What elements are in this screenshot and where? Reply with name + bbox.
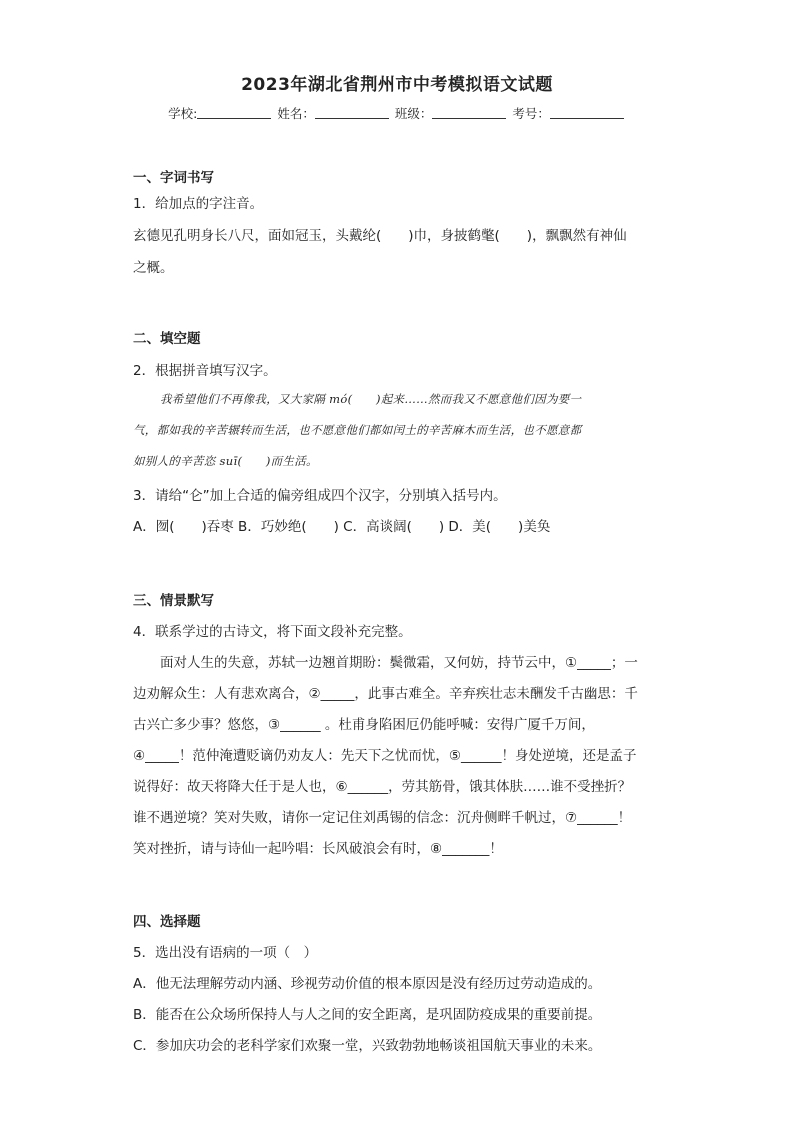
exam-no-label: 考号：	[512, 106, 550, 121]
question-4-passage-line: 古兴亡多少事？悠悠，③______ 。杜甫身陷困厄仍能呼喊：安得广厦千万间，	[133, 717, 595, 733]
question-4-passage-line: 谁不遇逆境？笑对失败，请你一定记住刘禹锡的信念：沉舟侧畔千帆过，⑦______！	[133, 810, 632, 826]
name-blank	[315, 106, 389, 119]
question-4-passage-line: 笑对挫折，请与诗仙一起吟唱：长风破浪会有时，⑧_______！	[133, 841, 503, 857]
section-heading: 二、填空题	[133, 331, 201, 347]
school-label: 学校:	[168, 106, 198, 121]
question-3-prompt: 3．请给“仑”加上合适的偏旁组成四个汉字，分别填入括号内。	[133, 488, 507, 504]
class-blank	[432, 106, 506, 119]
question-4-passage-line: 说得好：故天将降大任于是人也，⑥______，劳其筋骨，饿其体肤……谁不受挫折？	[133, 779, 632, 795]
question-1-text: 玄德见孔明身长八尺，面如冠玉，头戴纶( )巾，身披鹤氅( )，飘飘然有神仙	[133, 228, 627, 244]
section-heading: 四、选择题	[133, 914, 201, 930]
page-title: 2023年湖北省荆州市中考模拟语文试题	[241, 75, 553, 95]
question-4-passage-line: 边劝解众生：人有悲欢离合，②_____，此事古难全。辛弃疾壮志未酬发千古幽思：千	[133, 686, 638, 702]
exam-no-blank	[550, 106, 624, 119]
question-5-option-b: B．能否在公众场所保持人与人之间的安全距离，是巩固防疫成果的重要前提。	[133, 1007, 602, 1023]
question-1-text-cont: 之概。	[133, 260, 174, 276]
question-2-passage-line: 气，都如我的辛苦辗转而生活，也不愿意他们都如闰土的辛苦麻木而生活，也不愿意都	[133, 423, 582, 437]
school-blank	[197, 106, 271, 119]
section-heading: 三、情景默写	[133, 593, 214, 609]
section-heading: 一、字词书写	[133, 170, 214, 186]
question-5-option-c: C．参加庆功会的老科学家们欢聚一堂，兴致勃勃地畅谈祖国航天事业的未来。	[133, 1038, 602, 1054]
question-5-prompt: 5．选出没有语病的一项（ ）	[133, 945, 318, 961]
question-2-passage-line: 如别人的辛苦恣 suī( )而生活。	[133, 454, 318, 468]
question-5-option-a: A．他无法理解劳动内涵、珍视劳动价值的根本原因是没有经历过劳动造成的。	[133, 976, 602, 992]
question-2-prompt: 2．根据拼音填写汉字。	[133, 363, 277, 379]
question-4-prompt: 4．联系学过的古诗文，将下面文段补充完整。	[133, 624, 412, 640]
question-2-passage-line: 我希望他们不再像我，又大家隔 mó( )起来……然而我又不愿意他们因为要一	[160, 392, 582, 406]
question-1-prompt: 1．给加点的字注音。	[133, 196, 264, 212]
name-label: 姓名：	[277, 106, 315, 121]
class-label: 班级：	[394, 106, 433, 121]
question-4-passage-line: ④_____！范仲淹遭贬谪仍劝友人：先天下之忧而忧，⑤______！身处逆境，还是孟子	[133, 748, 637, 764]
student-info-row	[0, 104, 794, 122]
question-4-passage-line: 面对人生的失意，苏轼一边翘首期盼：鬓微霜，又何妨，持节云中，①_____；一	[160, 655, 638, 671]
question-3-options: A．囫( )吞枣 B．巧妙绝( ) C．高谈阔( ) D．美( )美奂	[133, 519, 551, 535]
